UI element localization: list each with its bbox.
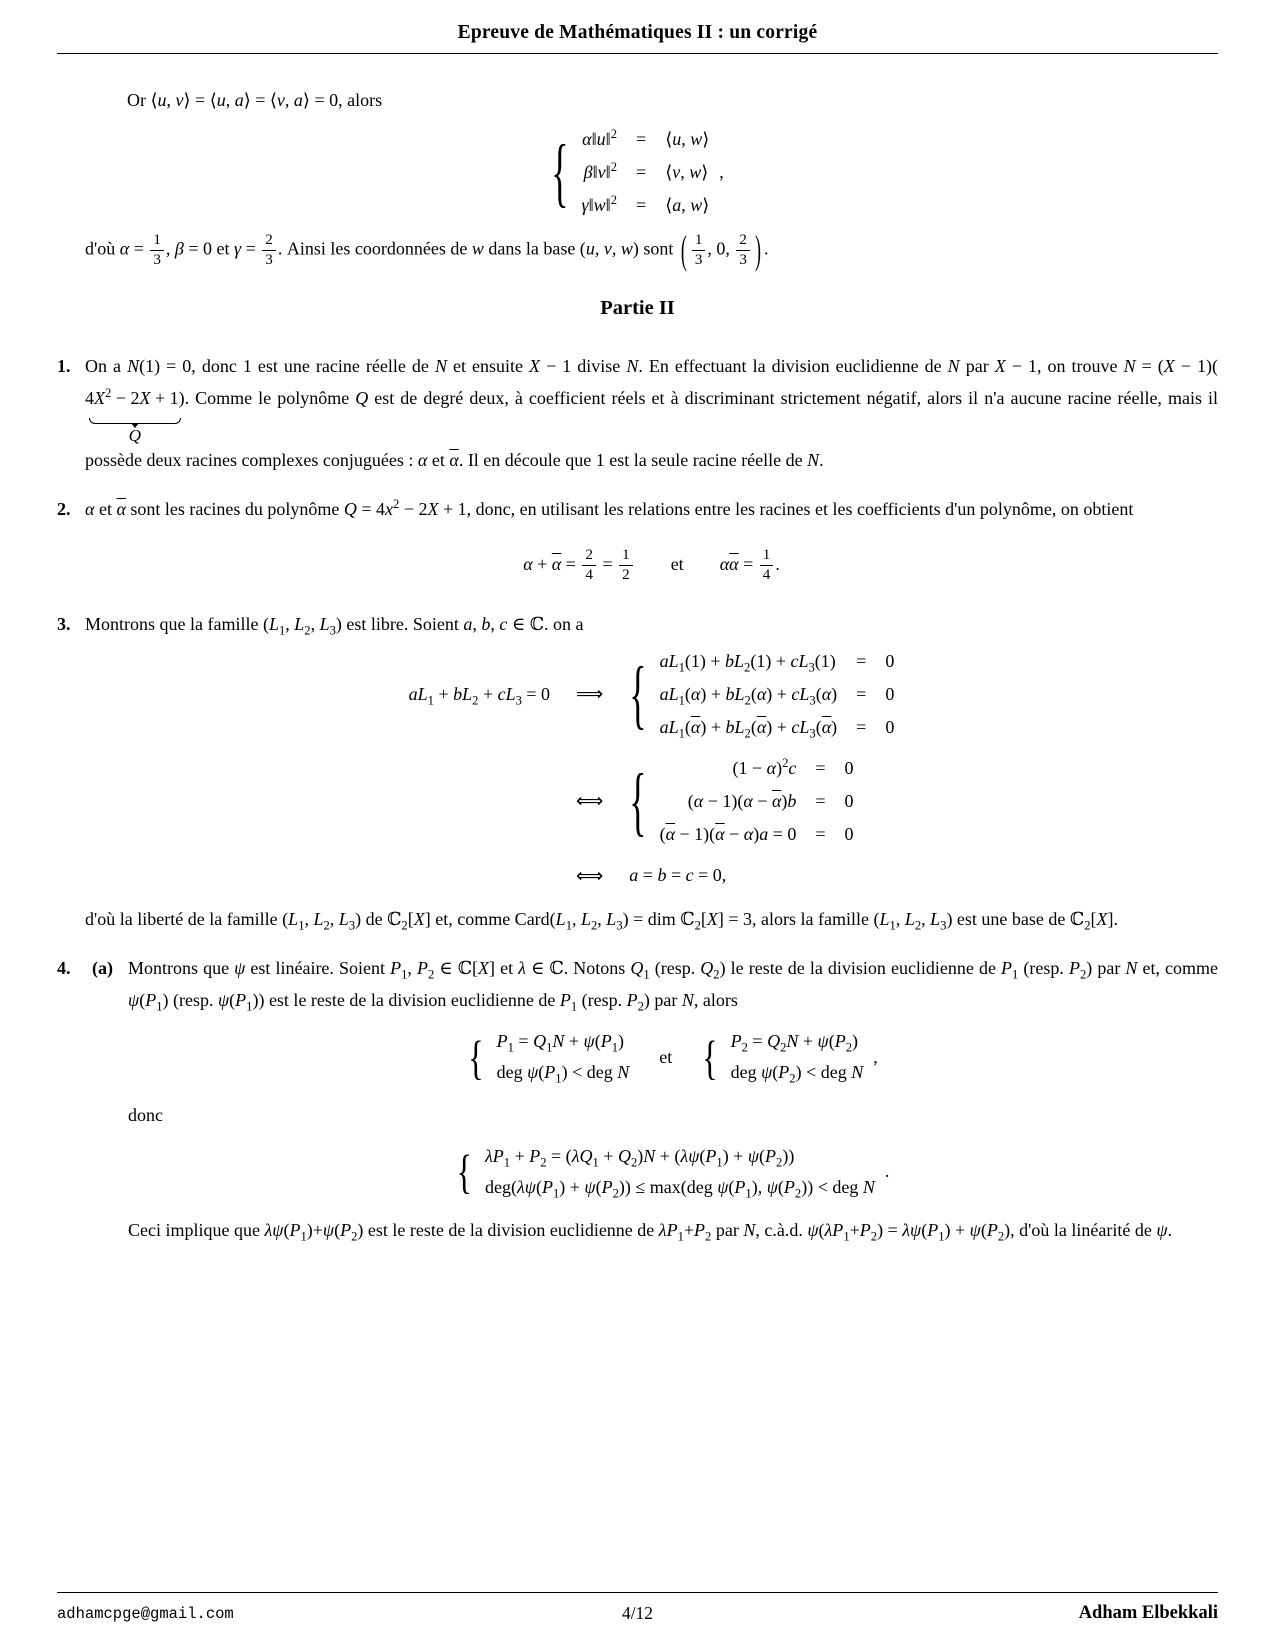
equation-rhs: 0 (885, 650, 895, 671)
iff-arrow-icon: ⟺ (576, 790, 604, 813)
equation-lhs: $aL_1(1) + bL_2(1) + cL_3(1)$ (659, 650, 836, 675)
item-number: 1. (57, 355, 71, 376)
equation-line: deg $\psi(P_1)$ < deg N (496, 1062, 630, 1086)
equation-lhs: β‖v‖$^2$ (583, 159, 618, 182)
underbrace-group (85, 382, 185, 444)
item-number: 4. (57, 957, 71, 978)
equation-relation: = (636, 128, 647, 149)
equation-relation: = (636, 194, 647, 215)
equation-lhs: $(1 - \alpha)^2c$ (732, 755, 797, 778)
system-equations (730, 1031, 864, 1086)
implies-arrow-icon: ⟹ (576, 683, 604, 706)
donc-label: donc (128, 1105, 163, 1126)
equation-relation: = (856, 683, 867, 704)
underbrace-label: Q (128, 426, 141, 446)
equation-rhs: ⟨a, w⟩ (665, 194, 710, 215)
item-3-conclusion-paragraph: d'où la liberté de la famille ($L_1$, $L_2$, $L_3$) de ℂ$_2$[X] et, comme $Card(L_1$, $L_2$, $L_3$) = dim ℂ$_2$[X] = 3, alors la famille ($L_1$, $L_2$, $L_3$) est une base de ℂ$_2$[X]. (85, 908, 1119, 933)
derivation-final-line: a = b = c = 0, (629, 865, 727, 886)
left-brace-icon: { (629, 650, 647, 737)
equation-lhs: $aL_1(\overline{\alpha}) + bL_2(\overline{\alpha}) + cL_3(\overline{\alpha})$ (659, 716, 838, 741)
equation-lhs: $aL_1(\alpha) + bL_2(\alpha) + cL_3(\alpha)$ (659, 683, 838, 708)
equation-system (551, 126, 710, 216)
equation-relation: = (815, 757, 826, 778)
equation-rhs: 0 (844, 823, 854, 844)
et-separator: et (659, 1046, 673, 1067)
equation-relation: = (636, 161, 647, 182)
footer-page-number: 4/12 (621, 1603, 654, 1623)
item-2 (57, 493, 1218, 584)
item-4a-paragraph: Montrons que ψ est linéaire. Soient $P_1$, $P_2$ ∈ ℂ[X] et λ ∈ ℂ. Notons $Q_1$ (resp. $Q_2$) le reste de la division euclidienne de $P_1$ (resp. $P_2$) par N et, comme $\psi(P_1)$ (resp. $\psi(P_1)$) est le reste de la division euclidienne de $P_1$ (resp. $P_2$) par N, alors (128, 957, 1219, 1014)
system-trailing-comma: , (873, 1046, 878, 1067)
item-4a-body (92, 952, 1219, 1247)
equation-lhs: α‖u‖$^2$ (582, 126, 618, 149)
item-3-derivation (409, 651, 895, 887)
system-trailing-period: . (884, 1161, 890, 1182)
equation-relation: = (815, 823, 826, 844)
item-3-paragraph: Montrons que la famille ($L_1$, $L_2$, $L_3$) est libre. Soient a, b, c ∈ ℂ. on a (85, 614, 584, 638)
page-title: Epreuve de Mathématiques II : un corrigé (457, 22, 818, 43)
equation-lhs: γ‖w‖$^2$ (581, 192, 618, 215)
equation-system (629, 650, 895, 741)
intro-conclusion-paragraph: d'où α = $\frac{1}{3}$ , β = 0 et γ = $\frac{2}{3}$ . Ainsi les coordonnées de w dans la base (u, v, w) sont ( $\frac{1}{3}$ , 0, $\frac{2}{3}$ ) . (85, 227, 769, 273)
item-4a-label: (a) (92, 957, 113, 978)
page-header (57, 14, 1218, 54)
intro-lead-paragraph: Or ⟨u, v⟩ = ⟨u, a⟩ = ⟨v, a⟩ = 0, alors (127, 90, 383, 110)
derivation-left-expression: $aL_1 + bL_2 + cL_3 = 0$ (408, 683, 551, 708)
item-4a-systems-pair (128, 1029, 1218, 1086)
item-2-equation: $\alpha + \overline{\alpha}$ = $\frac{2}{4}$ = $\frac{1}{2}$ et $\alpha\overline{\alpha}$ = $\frac{1}{4}$ . (523, 547, 780, 584)
system-equations (496, 1031, 630, 1086)
system-equations (581, 126, 710, 216)
item-4a-combined-system (128, 1144, 1218, 1201)
item-number: 3. (57, 614, 71, 635)
left-brace-icon: { (702, 1029, 718, 1084)
left-brace-icon: { (456, 1144, 472, 1199)
equation-system (629, 755, 894, 845)
equation-system (456, 1144, 875, 1201)
footer-email: adhamcpge@gmail.com (57, 1605, 234, 1623)
system-equations (659, 755, 854, 845)
equation-line: $\lambda P_1 + P_2 = (\lambda Q_1 + Q_2)N + (\lambda\psi(P_1) + \psi(P_2))$ (484, 1145, 795, 1170)
item-number: 2. (57, 498, 71, 519)
item-2-paragraph: α et $\overline{\alpha}$ sont les racines du polynôme $Q = 4x^2 - 2X + 1$, donc, en utilisant les relations entre les racines et les coefficients d'un polynôme, on obtient (85, 496, 1134, 519)
system-trailing-comma: , (719, 161, 724, 182)
equation-relation: = (815, 790, 826, 811)
equation-rhs: ⟨v, w⟩ (665, 161, 709, 182)
iff-arrow-icon: ⟺ (576, 864, 604, 887)
equation-rhs: 0 (844, 790, 854, 811)
system-equations (659, 650, 895, 741)
equation-rhs: ⟨u, w⟩ (665, 128, 710, 149)
equation-system (468, 1029, 630, 1086)
item-4a-conclusion-paragraph: Ceci implique que $\lambda\psi(P_1)+\psi(P_2)$ est le reste de la division euclidienne de $\lambda P_1+P_2$ par N, c.à.d. $\psi(\lambda P_1+P_2) = \lambda\psi(P_1) + \psi(P_2)$, d'où la linéarité de ψ. (128, 1219, 1173, 1244)
equation-lhs: $(\alpha - 1)(\alpha - \overline{\alpha})b$ (687, 790, 797, 811)
equation-system (702, 1029, 864, 1086)
item-4 (57, 952, 1219, 1247)
underbrace-icon (89, 418, 181, 424)
equation-rhs: 0 (885, 683, 895, 704)
equation-relation: = (856, 650, 867, 671)
item-1 (57, 350, 1219, 477)
display-system-coordinates (57, 126, 1218, 216)
item-1-text-a: On a N(1) = 0, donc 1 est une racine réelle de N et ensuite X − 1 divise N. En effectuant la division euclidienne de N par X − 1, on trouve N = (X − 1)( (85, 355, 1219, 376)
item-1-paragraph (85, 350, 1218, 477)
item-1-text-b: . Comme le polynôme Q est de degré deux, à coefficient réels et à discriminant strictement négatif, alors il n'a aucune racine réelle, mais il possède deux racines complexes conjuguées : α et $\overline{\alpha}$. Il en découle que 1 est la seule racine réelle de N. (85, 388, 1218, 471)
equation-line: $P_1 = Q_1N + \psi(P_1)$ (496, 1031, 625, 1055)
section-heading: Partie II (600, 296, 675, 319)
footer-author: Adham Elbekkali (1078, 1603, 1218, 1623)
equation-line: $deg(\lambda\psi(P_1) + \psi(P_2)) \le \max(deg$ $\psi(P_1)$, $\psi(P_2)$) < deg N (484, 1176, 875, 1201)
page-footer (57, 1592, 1218, 1624)
underbrace-expression: $4X^2 - 2X + 1$) (85, 386, 185, 409)
equation-relation: = (856, 716, 867, 737)
left-brace-icon: { (551, 128, 569, 215)
equation-line: deg $\psi(P_2)$ < deg N (730, 1062, 864, 1086)
left-brace-icon: { (629, 757, 647, 844)
equation-rhs: 0 (844, 757, 854, 778)
item-3 (57, 608, 1218, 936)
equation-lhs: $(\overline{\alpha} - 1)(\overline{\alpha} - \alpha)a = 0$ (659, 823, 797, 844)
system-equations (484, 1145, 875, 1201)
equation-rhs: 0 (885, 716, 895, 737)
document-body (57, 84, 1218, 1247)
equation-line: $P_2 = Q_2N + \psi(P_2)$ (730, 1031, 859, 1055)
left-brace-icon: { (468, 1029, 484, 1084)
